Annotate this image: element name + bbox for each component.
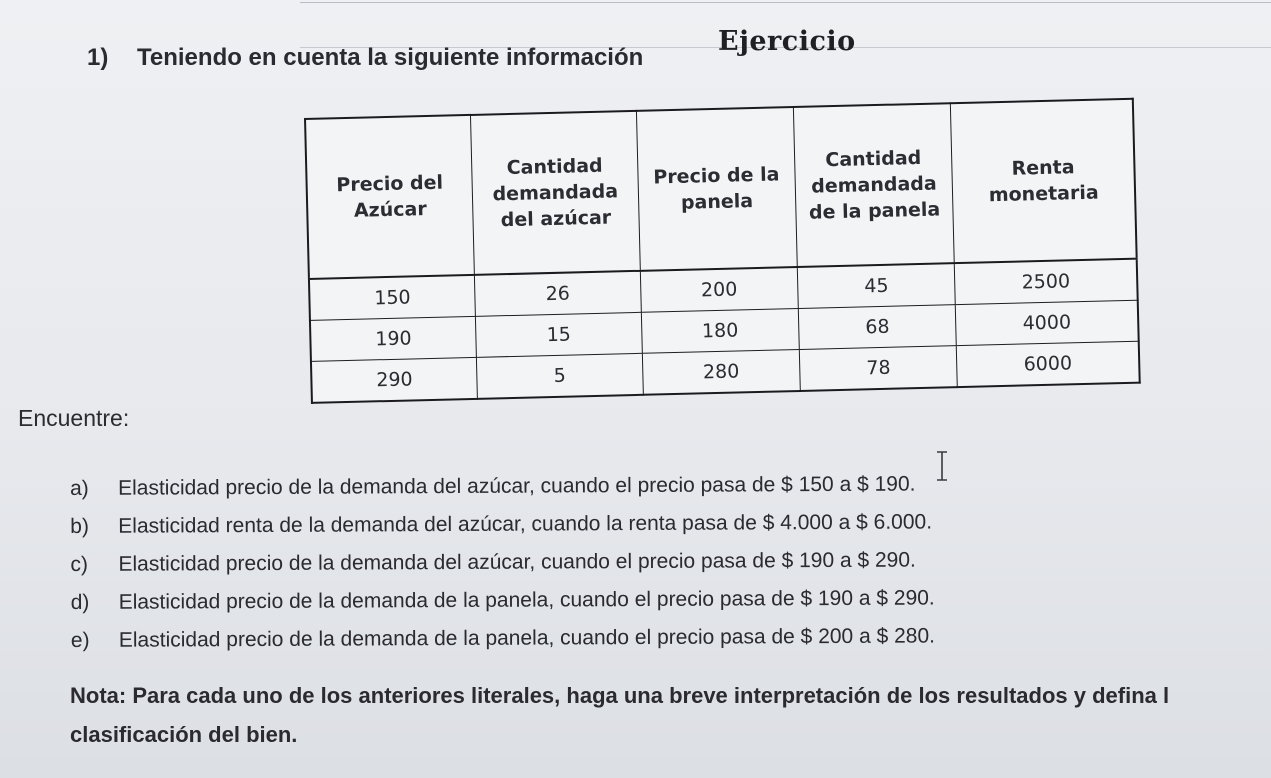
- question-heading: [87, 44, 643, 72]
- table-cell: 6000: [957, 341, 1140, 387]
- table-cell: 150: [309, 275, 476, 321]
- list-item: [70, 547, 1270, 591]
- table-cell: 26: [474, 271, 641, 317]
- list-item: [70, 509, 1270, 553]
- data-table: [304, 98, 1141, 404]
- question-text: Teniendo en cuenta la siguiente información: [137, 44, 644, 71]
- table-cell: 5: [476, 353, 643, 399]
- question-number: 1): [87, 44, 109, 71]
- page-title: Ejercicio: [718, 26, 856, 57]
- table-cell: 290: [311, 357, 478, 403]
- list-item: [70, 471, 1270, 515]
- task-text: Elasticidad precio de la demanda del azúcar, cuando el precio pasa de $ 190 a $ 290.: [118, 548, 916, 576]
- task-letter: b): [70, 514, 90, 538]
- table-cell: 190: [310, 316, 477, 361]
- list-item: [71, 585, 1271, 629]
- table-cell: 78: [799, 346, 957, 391]
- table-header-cell: Cantidad demandada de la panela: [793, 103, 954, 267]
- table-header-cell: Precio de la panela: [636, 107, 797, 271]
- note-line-2: clasificación del bien.: [70, 722, 298, 747]
- data-table-container: [304, 97, 1161, 423]
- task-letter: e): [70, 628, 90, 652]
- task-text: Elasticidad renta de la demanda del azúcar, cuando la renta pasa de $ 4.000 a $ 6.000.: [118, 510, 933, 538]
- task-letter: d): [70, 590, 90, 614]
- list-item: [71, 623, 1271, 667]
- note-paragraph: [70, 676, 1270, 754]
- encuentre-label: Encuentre:: [18, 405, 130, 431]
- task-text: Elasticidad precio de la demanda de la panela, cuando el precio pasa de $ 190 a $ 290.: [118, 586, 935, 614]
- table-cell: 180: [641, 308, 799, 353]
- table-header-cell: Precio del Azúcar: [305, 115, 474, 279]
- task-letter: a): [70, 476, 89, 500]
- note-line-1: Nota: Para cada uno de los anteriores literales, haga una breve interpretación de los resultados y defina l: [70, 683, 1170, 708]
- table-cell: 45: [797, 263, 955, 308]
- table-cell: 200: [640, 267, 798, 312]
- table-cell: 280: [642, 349, 800, 394]
- task-text: Elasticidad precio de la demanda de la panela, cuando el precio pasa de $ 200 a $ 280.: [118, 624, 935, 652]
- table-cell: 2500: [955, 259, 1138, 305]
- task-letter: c): [70, 552, 89, 576]
- task-list: [70, 471, 1271, 667]
- table-header-cell: Renta monetaria: [951, 99, 1137, 263]
- table-header-row: [305, 99, 1137, 279]
- table-header-cell: Cantidad demandada del azúcar: [471, 111, 640, 275]
- table-cell: 68: [798, 305, 956, 350]
- task-text: Elasticidad precio de la demanda del azúcar, cuando el precio pasa de $ 150 a $ 190.: [117, 472, 916, 500]
- table-cell: 15: [475, 312, 642, 357]
- table-cell: 4000: [956, 300, 1139, 345]
